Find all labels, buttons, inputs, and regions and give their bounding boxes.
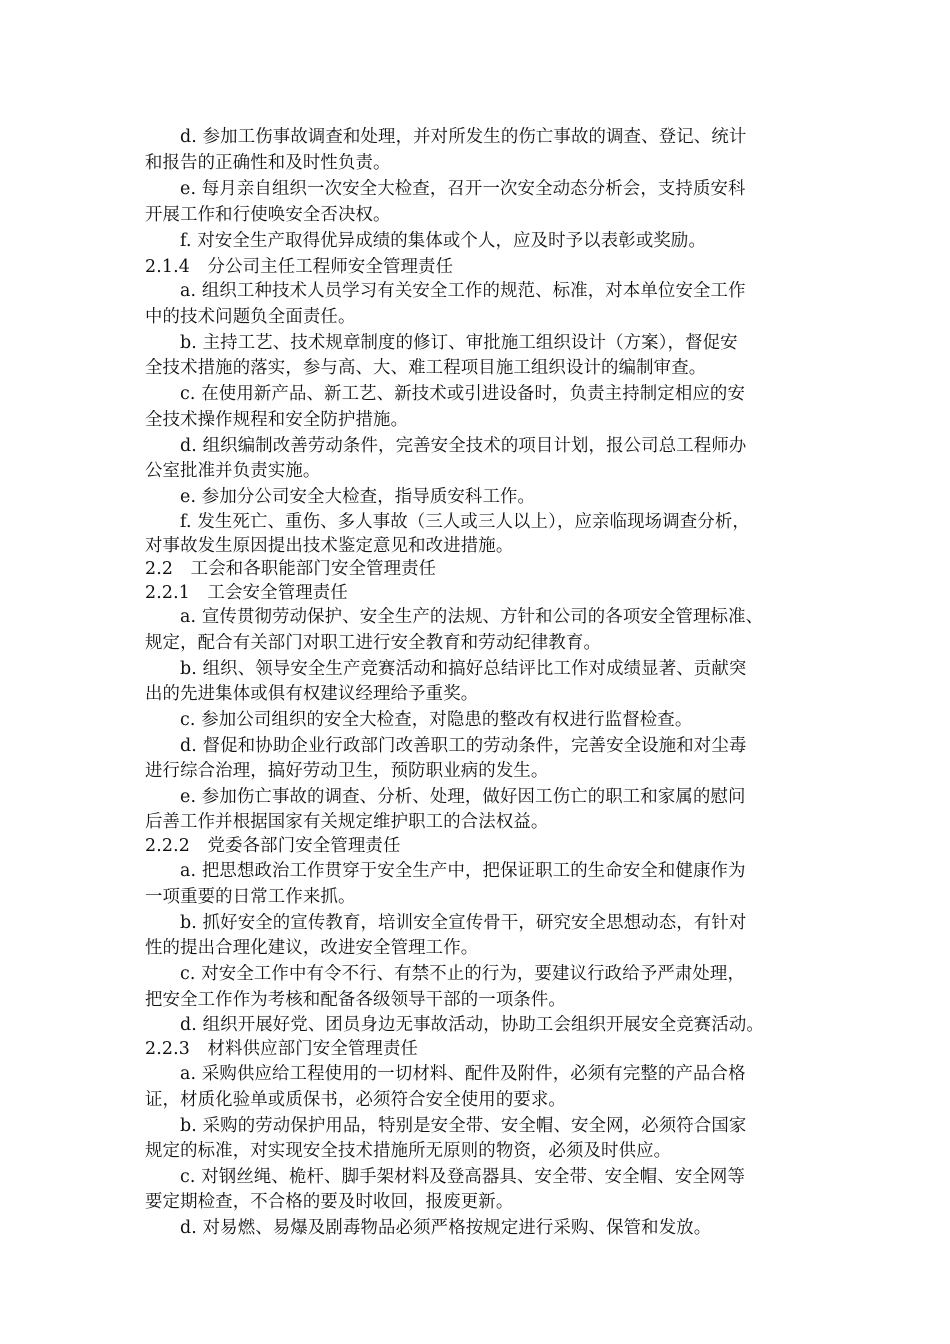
text-line: d. 督促和协助企业行政部门改善职工的劳动条件，完善安全设施和对尘毒	[180, 736, 747, 756]
text-line: 中的技术问题负全面责任。	[145, 307, 356, 327]
text-line: 性的提出合理化建议，改进安全管理工作。	[145, 938, 479, 958]
text-line: 规定，配合有关部门对职工进行安全教育和劳动纪律教育。	[145, 633, 602, 653]
text-line: c. 对钢丝绳、桅杆、脚手架材料及登高器具、安全带、安全帽、安全网等	[180, 1167, 746, 1187]
section-heading: 2.2.3 材料供应部门安全管理责任	[145, 1039, 419, 1059]
text-line: d. 组织开展好党、团员身边无事故活动，协助工会组织开展安全竞赛活动。	[180, 1015, 764, 1035]
text-line: 开展工作和行使唤安全否决权。	[145, 205, 391, 225]
text-line: d. 组织编制改善劳动条件，完善安全技术的项目计划，报公司总工程师办	[180, 436, 747, 456]
text-line: e. 参加分公司安全大检查，指导质安科工作。	[180, 487, 536, 507]
text-line: c. 在使用新产品、新工艺、新技术或引进设备时，负责主持制定相应的安	[180, 384, 746, 404]
text-line: c. 对安全工作中有令不行、有禁不止的行为，要建议行政给予严肃处理，	[180, 964, 746, 984]
text-line: a. 采购供应给工程使用的一切材料、配件及附件，必须有完整的产品合格	[180, 1064, 746, 1084]
text-line: b. 组织、领导安全生产竞赛活动和搞好总结评比工作对成绩显著、贡献突	[180, 659, 747, 679]
text-line: a. 把思想政治工作贯穿于安全生产中，把保证职工的生命安全和健康作为	[180, 861, 746, 881]
text-line: d. 对易燃、易爆及剧毒物品必须严格按规定进行采购、保管和发放。	[180, 1218, 712, 1238]
text-line: d. 参加工伤事故调查和处理，并对所发生的伤亡事故的调查、登记、统计	[180, 127, 747, 147]
text-line: e. 参加伤亡事故的调查、分析、处理，做好因工伤亡的职工和家属的慰问	[180, 787, 746, 807]
text-line: f. 对安全生产取得优异成绩的集体或个人，应及时予以表彰或奖励。	[180, 231, 707, 251]
text-line: 证，材质化验单或质保书，必须符合安全使用的要求。	[145, 1090, 566, 1110]
text-line: 全技术措施的落实，参与高、大、难工程项目施工组织设计的编制审查。	[145, 358, 707, 378]
text-line: 公室批准并负责实施。	[145, 461, 321, 481]
text-line: b. 主持工艺、技术规章制度的修订、审批施工组织设计（方案），督促安	[180, 333, 738, 353]
text-line: 对事故发生原因提出技术鉴定意见和改进措施。	[145, 536, 514, 556]
text-line: 和报告的正确性和及时性负责。	[145, 153, 391, 173]
text-line: a. 组织工种技术人员学习有关安全工作的规范、标准，对本单位安全工作	[180, 281, 746, 301]
text-line: 把安全工作作为考核和配备各级领导干部的一项条件。	[145, 990, 566, 1010]
section-heading: 2.2.2 党委各部门安全管理责任	[145, 836, 401, 856]
text-line: b. 抓好安全的宣传教育，培训安全宣传骨干，研究安全思想动态，有针对	[180, 913, 747, 933]
text-line: c. 参加公司组织的安全大检查，对隐患的整改有权进行监督检查。	[180, 710, 693, 730]
text-line: f. 发生死亡、重伤、多人事故（三人或三人以上），应亲临现场调查分析，	[180, 512, 750, 532]
text-line: 出的先进集体或俱有权建议经理给予重奖。	[145, 684, 479, 704]
text-line: 一项重要的日常工作来抓。	[145, 887, 356, 907]
text-line: b. 采购的劳动保护用品，特别是安全带、安全帽、安全网，必须符合国家	[180, 1116, 747, 1136]
section-heading: 2.2.1 工会安全管理责任	[145, 583, 348, 603]
text-line: 进行综合治理，搞好劳动卫生，预防职业病的发生。	[145, 761, 549, 781]
text-line: a. 宣传贯彻劳动保护、安全生产的法规、方针和公司的各项安全管理标准、	[180, 607, 764, 627]
section-heading: 2.1.4 分公司主任工程师安全管理责任	[145, 257, 454, 277]
section-heading: 2.2 工会和各职能部门安全管理责任	[145, 559, 437, 579]
text-line: 全技术操作规程和安全防护措施。	[145, 410, 409, 430]
text-line: 要定期检查，不合格的要及时收回，报废更新。	[145, 1192, 514, 1212]
text-line: e. 每月亲自组织一次安全大检查，召开一次安全动态分析会，支持质安科	[180, 179, 746, 199]
text-line: 规定的标准，对实现安全技术措施所无原则的物资，必须及时供应。	[145, 1141, 672, 1161]
text-line: 后善工作并根据国家有关规定维护职工的合法权益。	[145, 812, 549, 832]
